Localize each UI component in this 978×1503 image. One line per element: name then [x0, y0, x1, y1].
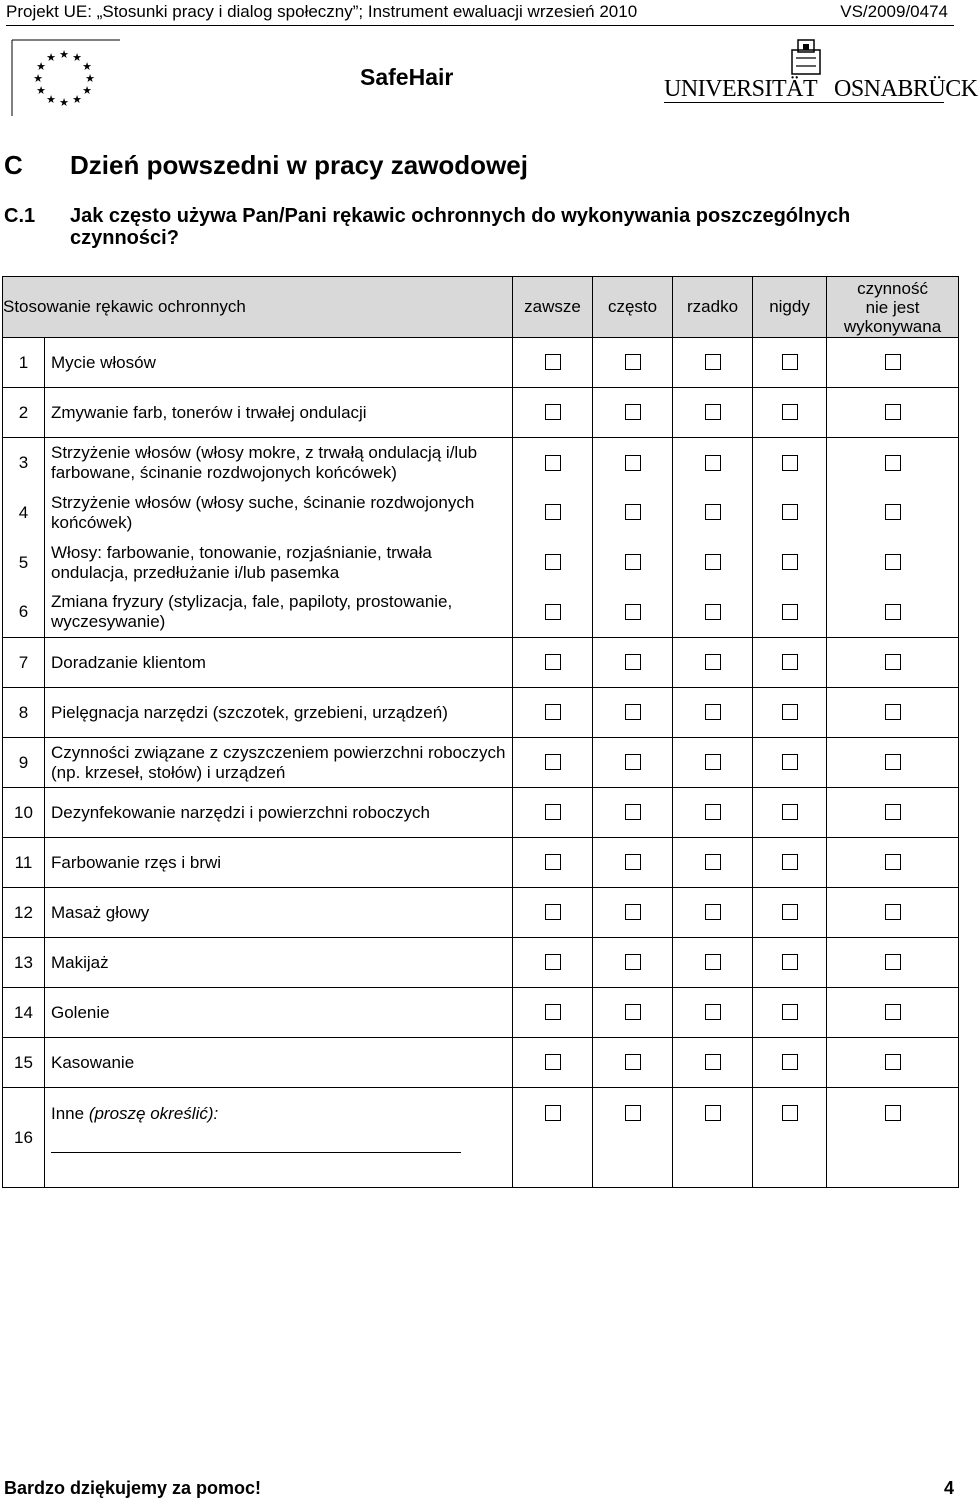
option-cell-rarely [673, 638, 753, 688]
checkbox-never[interactable] [782, 704, 798, 720]
table-header-row [3, 277, 959, 338]
checkbox-rarely[interactable] [705, 1054, 721, 1070]
option-cell-rarely [673, 388, 753, 438]
checkbox-rarely[interactable] [705, 704, 721, 720]
table-row [3, 788, 959, 838]
university-crest-icon [784, 38, 828, 76]
option-cell-never [753, 1088, 827, 1188]
table-row [3, 988, 959, 1038]
option-cell-often [593, 688, 673, 738]
checkbox-often[interactable] [625, 1054, 641, 1070]
option-cell-never [753, 788, 827, 838]
checkbox-never[interactable] [782, 754, 798, 770]
checkbox-always[interactable] [545, 354, 561, 370]
svg-text:★: ★ [46, 51, 56, 64]
option-cell-often [593, 938, 673, 988]
option-cell-not-performed [827, 1038, 959, 1088]
table-row [3, 588, 959, 638]
svg-text:★: ★ [36, 60, 46, 73]
checkbox-rarely[interactable] [705, 354, 721, 370]
checkbox-often[interactable] [625, 904, 641, 920]
option-cell-never [753, 1038, 827, 1088]
row-label: Inne (proszę określić): [45, 1088, 513, 1188]
logo-underline [664, 102, 944, 103]
write-in-line[interactable] [51, 1152, 461, 1153]
option-cell-always [513, 988, 593, 1038]
checkbox-always[interactable] [545, 954, 561, 970]
option-cell-not-performed [827, 588, 959, 638]
row-number: 10 [3, 788, 45, 838]
checkbox-not-performed[interactable] [885, 1004, 901, 1020]
checkbox-always[interactable] [545, 1054, 561, 1070]
option-cell-rarely [673, 488, 753, 538]
option-cell-not-performed [827, 838, 959, 888]
option-cell-often [593, 438, 673, 488]
option-cell-not-performed [827, 1088, 959, 1188]
row-label: Strzyżenie włosów (włosy mokre, z trwałą ondulacją i/lub farbowane, ścinanie rozdwojonych końcówek) [45, 438, 513, 488]
option-cell-never [753, 338, 827, 388]
option-cell-rarely [673, 688, 753, 738]
checkbox-rarely[interactable] [705, 554, 721, 570]
option-cell-rarely [673, 938, 753, 988]
option-cell-not-performed [827, 938, 959, 988]
header-project-line: Projekt UE: „Stosunki pracy i dialog społeczny”; Instrument ewaluacji wrzesień 2010 [6, 2, 638, 21]
option-cell-often [593, 588, 673, 638]
option-cell-always [513, 1088, 593, 1188]
checkbox-not-performed[interactable] [885, 854, 901, 870]
option-cell-never [753, 388, 827, 438]
checkbox-not-performed[interactable] [885, 604, 901, 620]
option-cell-not-performed [827, 388, 959, 438]
option-cell-always [513, 688, 593, 738]
table-row [3, 888, 959, 938]
checkbox-not-performed[interactable] [885, 654, 901, 670]
checkbox-rarely[interactable] [705, 604, 721, 620]
checkbox-always[interactable] [545, 804, 561, 820]
svg-text:★: ★ [82, 84, 92, 97]
checkbox-often[interactable] [625, 404, 641, 420]
checkbox-always[interactable] [545, 504, 561, 520]
row-number: 4 [3, 488, 45, 538]
svg-text:★: ★ [59, 48, 69, 61]
row-number: 7 [3, 638, 45, 688]
option-cell-often [593, 388, 673, 438]
checkbox-often[interactable] [625, 554, 641, 570]
checkbox-never[interactable] [782, 455, 798, 471]
option-cell-not-performed [827, 688, 959, 738]
svg-text:★: ★ [72, 93, 82, 106]
table-row [3, 538, 959, 588]
option-cell-rarely [673, 838, 753, 888]
row-number: 3 [3, 438, 45, 488]
checkbox-always[interactable] [545, 854, 561, 870]
checkbox-never[interactable] [782, 954, 798, 970]
checkbox-not-performed[interactable] [885, 455, 901, 471]
option-cell-often [593, 638, 673, 688]
checkbox-rarely[interactable] [705, 804, 721, 820]
checkbox-often[interactable] [625, 754, 641, 770]
option-cell-never [753, 438, 827, 488]
option-cell-rarely [673, 1038, 753, 1088]
option-cell-rarely [673, 888, 753, 938]
option-cell-never [753, 488, 827, 538]
checkbox-never[interactable] [782, 504, 798, 520]
option-cell-always [513, 388, 593, 438]
checkbox-rarely[interactable] [705, 1105, 721, 1121]
option-cell-never [753, 988, 827, 1038]
checkbox-often[interactable] [625, 854, 641, 870]
table-row [3, 438, 959, 488]
table-row [3, 738, 959, 788]
footer-thanks: Bardzo dziękujemy za pomoc! [4, 1478, 262, 1498]
option-cell-never [753, 938, 827, 988]
project-name: SafeHair [360, 64, 454, 90]
page-number: 4 [943, 1478, 954, 1498]
table-row [3, 938, 959, 988]
option-cell-always [513, 488, 593, 538]
option-cell-not-performed [827, 988, 959, 1038]
option-cell-rarely [673, 588, 753, 638]
checkbox-never[interactable] [782, 1105, 798, 1121]
checkbox-often[interactable] [625, 1004, 641, 1020]
option-cell-never [753, 888, 827, 938]
option-cell-rarely [673, 1088, 753, 1188]
eu-flag-logo [12, 40, 120, 116]
row-label: Makijaż [45, 938, 513, 988]
checkbox-always[interactable] [545, 455, 561, 471]
checkbox-always[interactable] [545, 1105, 561, 1121]
checkbox-not-performed[interactable] [885, 704, 901, 720]
option-cell-never [753, 688, 827, 738]
checkbox-not-performed[interactable] [885, 1105, 901, 1121]
row-number: 16 [3, 1088, 45, 1188]
option-cell-never [753, 638, 827, 688]
option-cell-not-performed [827, 338, 959, 388]
checkbox-never[interactable] [782, 1004, 798, 1020]
checkbox-often[interactable] [625, 354, 641, 370]
checkbox-rarely[interactable] [705, 404, 721, 420]
option-cell-often [593, 488, 673, 538]
checkbox-never[interactable] [782, 904, 798, 920]
option-cell-rarely [673, 738, 753, 788]
checkbox-not-performed[interactable] [885, 554, 901, 570]
row-number: 12 [3, 888, 45, 938]
checkbox-rarely[interactable] [705, 504, 721, 520]
option-cell-often [593, 738, 673, 788]
checkbox-often[interactable] [625, 604, 641, 620]
option-cell-often [593, 338, 673, 388]
table-row [3, 688, 959, 738]
checkbox-never[interactable] [782, 654, 798, 670]
checkbox-rarely[interactable] [705, 455, 721, 471]
table-row [3, 388, 959, 438]
checkbox-not-performed[interactable] [885, 404, 901, 420]
option-cell-always [513, 338, 593, 388]
checkbox-never[interactable] [782, 554, 798, 570]
option-header-often: często [593, 277, 673, 338]
checkbox-never[interactable] [782, 854, 798, 870]
option-header-always: zawsze [513, 277, 593, 338]
option-cell-not-performed [827, 738, 959, 788]
row-number: 5 [3, 538, 45, 588]
checkbox-not-performed[interactable] [885, 754, 901, 770]
row-label: Mycie włosów [45, 338, 513, 388]
row-label: Strzyżenie włosów (włosy suche, ścinanie rozdwojonych końcówek) [45, 488, 513, 538]
option-header-rarely: rzadko [673, 277, 753, 338]
option-cell-not-performed [827, 788, 959, 838]
option-cell-rarely [673, 538, 753, 588]
glove-usage-table [2, 276, 959, 1188]
option-cell-often [593, 538, 673, 588]
table-row [3, 1038, 959, 1088]
option-cell-often [593, 1088, 673, 1188]
row-label: Czynności związane z czyszczeniem powierzchni roboczych (np. krzeseł, stołów) i urządzeń [45, 738, 513, 788]
row-label: Zmiana fryzury (stylizacja, fale, papiloty, prostowanie, wyczesywanie) [45, 588, 513, 638]
checkbox-often[interactable] [625, 954, 641, 970]
row-number: 9 [3, 738, 45, 788]
university-logo [664, 38, 978, 106]
row-number: 11 [3, 838, 45, 888]
checkbox-rarely[interactable] [705, 1004, 721, 1020]
option-cell-never [753, 588, 827, 638]
checkbox-not-performed[interactable] [885, 954, 901, 970]
checkbox-often[interactable] [625, 654, 641, 670]
svg-text:★: ★ [59, 96, 69, 109]
option-cell-always [513, 838, 593, 888]
option-cell-not-performed [827, 538, 959, 588]
option-cell-rarely [673, 338, 753, 388]
option-cell-often [593, 1038, 673, 1088]
checkbox-never[interactable] [782, 354, 798, 370]
table-row [3, 838, 959, 888]
option-cell-not-performed [827, 888, 959, 938]
option-cell-always [513, 938, 593, 988]
section-title: Dzień powszedni w pracy zawodowej [70, 150, 528, 180]
checkbox-always[interactable] [545, 704, 561, 720]
row-label-hint: (proszę określić): [88, 1104, 219, 1123]
row-number: 6 [3, 588, 45, 638]
option-cell-not-performed [827, 488, 959, 538]
row-label: Dezynfekowanie narzędzi i powierzchni roboczych [45, 788, 513, 838]
row-number: 8 [3, 688, 45, 738]
checkbox-rarely[interactable] [705, 954, 721, 970]
option-cell-always [513, 588, 593, 638]
table-row [3, 1088, 959, 1188]
option-cell-always [513, 538, 593, 588]
checkbox-rarely[interactable] [705, 754, 721, 770]
row-number: 14 [3, 988, 45, 1038]
option-cell-often [593, 788, 673, 838]
svg-text:★: ★ [72, 51, 82, 64]
table-header-title: Stosowanie rękawic ochronnych [3, 277, 513, 338]
checkbox-not-performed[interactable] [885, 354, 901, 370]
option-header-never: nigdy [753, 277, 827, 338]
row-label: Farbowanie rzęs i brwi [45, 838, 513, 888]
header-code: VS/2009/0474 [840, 2, 948, 21]
table-row [3, 338, 959, 388]
option-cell-often [593, 988, 673, 1038]
option-cell-rarely [673, 988, 753, 1038]
svg-text:★: ★ [33, 72, 43, 85]
row-number: 15 [3, 1038, 45, 1088]
option-header-not-performed: czynność nie jest wykonywana [827, 277, 959, 338]
row-label: Zmywanie farb, tonerów i trwałej ondulacji [45, 388, 513, 438]
question-text: Jak często używa Pan/Pani rękawic ochronnych do wykonywania poszczególnych czynności? [70, 205, 851, 249]
checkbox-often[interactable] [625, 455, 641, 471]
checkbox-always[interactable] [545, 404, 561, 420]
checkbox-not-performed[interactable] [885, 1054, 901, 1070]
table-row [3, 638, 959, 688]
university-name-left: UNIVERSITÄT [664, 76, 818, 102]
option-cell-rarely [673, 438, 753, 488]
checkbox-always[interactable] [545, 754, 561, 770]
option-cell-never [753, 738, 827, 788]
checkbox-often[interactable] [625, 504, 641, 520]
row-number: 13 [3, 938, 45, 988]
checkbox-not-performed[interactable] [885, 804, 901, 820]
checkbox-never[interactable] [782, 804, 798, 820]
checkbox-never[interactable] [782, 604, 798, 620]
checkbox-rarely[interactable] [705, 654, 721, 670]
option-cell-rarely [673, 788, 753, 838]
row-number: 1 [3, 338, 45, 388]
checkbox-often[interactable] [625, 804, 641, 820]
svg-text:★: ★ [82, 60, 92, 73]
option-cell-always [513, 888, 593, 938]
svg-text:★: ★ [46, 93, 56, 106]
row-number: 2 [3, 388, 45, 438]
row-label: Golenie [45, 988, 513, 1038]
option-cell-not-performed [827, 638, 959, 688]
row-label: Doradzanie klientom [45, 638, 513, 688]
checkbox-always[interactable] [545, 904, 561, 920]
option-cell-always [513, 638, 593, 688]
row-label: Kasowanie [45, 1038, 513, 1088]
option-cell-often [593, 838, 673, 888]
checkbox-always[interactable] [545, 554, 561, 570]
option-cell-always [513, 788, 593, 838]
header-divider [6, 25, 954, 26]
option-cell-always [513, 738, 593, 788]
row-label: Włosy: farbowanie, tonowanie, rozjaśnianie, trwała ondulacja, przedłużanie i/lub pasemka [45, 538, 513, 588]
row-label: Pielęgnacja narzędzi (szczotek, grzebieni, urządzeń) [45, 688, 513, 738]
checkbox-always[interactable] [545, 654, 561, 670]
checkbox-rarely[interactable] [705, 904, 721, 920]
checkbox-rarely[interactable] [705, 854, 721, 870]
svg-text:★: ★ [85, 72, 95, 85]
option-cell-always [513, 1038, 593, 1088]
option-cell-never [753, 538, 827, 588]
checkbox-often[interactable] [625, 704, 641, 720]
option-cell-not-performed [827, 438, 959, 488]
checkbox-not-performed[interactable] [885, 904, 901, 920]
table-row [3, 488, 959, 538]
option-cell-never [753, 838, 827, 888]
checkbox-not-performed[interactable] [885, 504, 901, 520]
option-cell-always [513, 438, 593, 488]
checkbox-often[interactable] [625, 1105, 641, 1121]
university-name-right: OSNABRÜCK [834, 76, 978, 102]
row-label: Masaż głowy [45, 888, 513, 938]
checkbox-never[interactable] [782, 404, 798, 420]
checkbox-always[interactable] [545, 604, 561, 620]
checkbox-never[interactable] [782, 1054, 798, 1070]
checkbox-always[interactable] [545, 1004, 561, 1020]
svg-text:★: ★ [36, 84, 46, 97]
option-cell-often [593, 888, 673, 938]
question-code: C.1 [4, 205, 36, 227]
section-code: C [4, 150, 23, 180]
